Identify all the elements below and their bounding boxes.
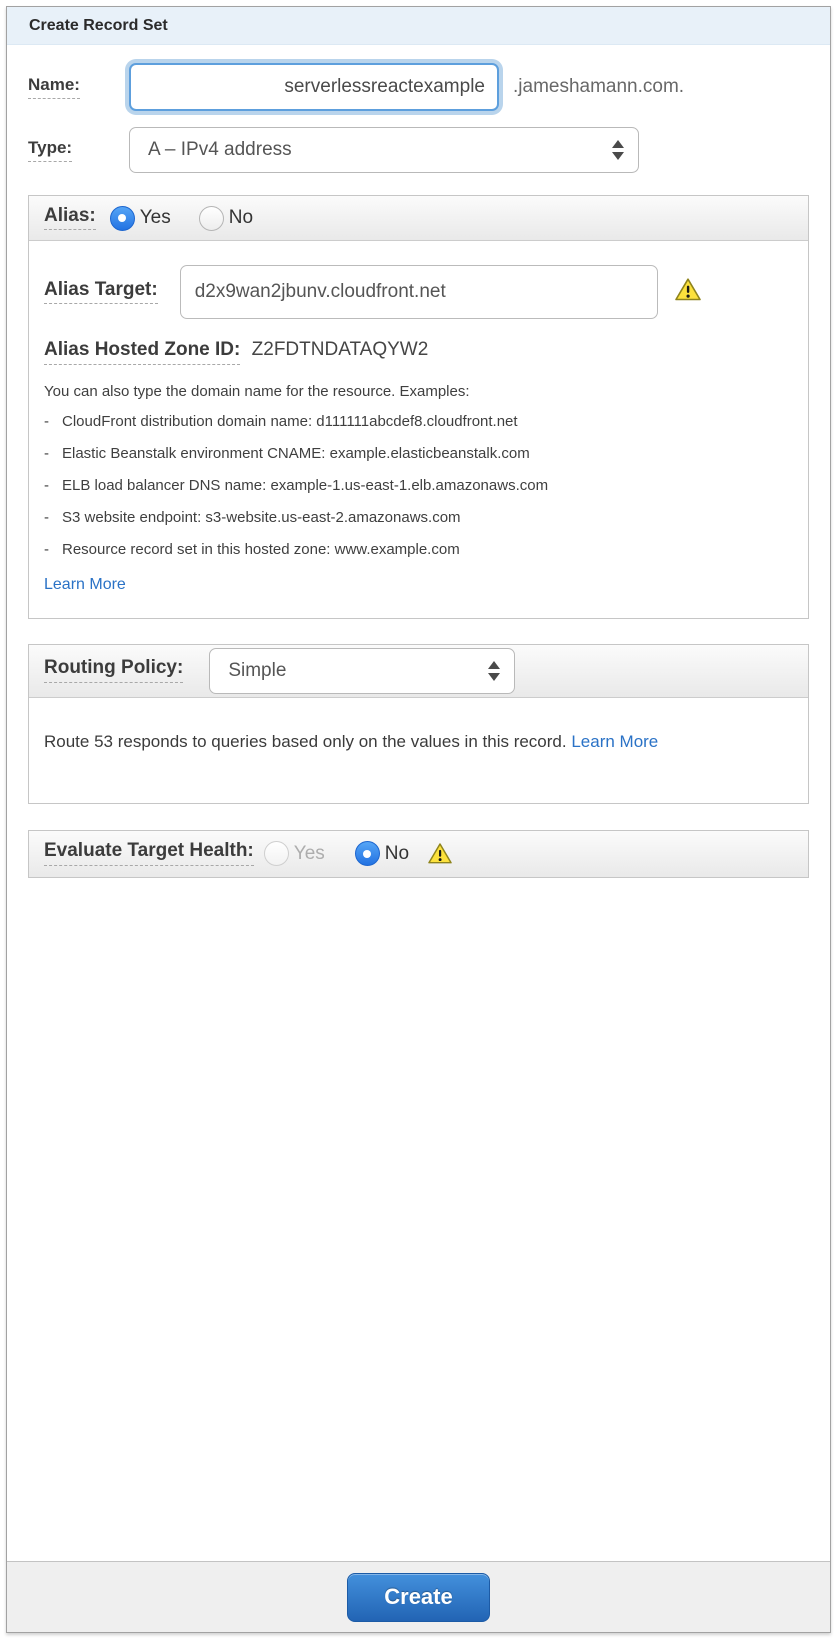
alias-yes-option[interactable]: [110, 206, 171, 231]
alias-section-body: [29, 241, 808, 618]
list-item: [44, 476, 793, 495]
alias-no-option[interactable]: [199, 206, 253, 231]
evaluate-yes-label: Yes: [293, 842, 325, 864]
name-label: Name:: [28, 76, 80, 99]
warning-icon: [427, 842, 453, 865]
example-text: CloudFront distribution domain name: d111111abcdef8.cloudfront.net: [62, 412, 518, 430]
list-item: [44, 540, 793, 559]
evaluate-no-label: No: [384, 842, 410, 864]
evaluate-target-health-section: [28, 830, 809, 878]
evaluate-yes-radio[interactable]: [264, 841, 289, 866]
evaluate-no-option[interactable]: [355, 841, 409, 866]
alias-section: [28, 195, 809, 619]
alias-yes-label: Yes: [139, 207, 171, 228]
type-row: [28, 127, 809, 173]
evaluate-target-health-header: [29, 831, 808, 877]
evaluate-yes-option[interactable]: [264, 841, 325, 866]
select-arrows-icon: [612, 140, 624, 160]
alias-no-label: No: [228, 207, 254, 228]
routing-policy-label: Routing Policy:: [44, 658, 183, 683]
routing-policy-description: [44, 732, 658, 751]
routing-policy-header: [29, 645, 808, 698]
alias-yes-radio[interactable]: [110, 206, 135, 231]
list-item: [44, 508, 793, 527]
alias-hosted-zone-value: Z2FDTNDATAQYW2: [251, 339, 429, 360]
alias-target-input[interactable]: [180, 265, 658, 319]
evaluate-no-radio[interactable]: [355, 841, 380, 866]
alias-hosted-zone-row: [44, 339, 793, 365]
list-bullet: -: [44, 444, 49, 462]
example-text: Elastic Beanstalk environment CNAME: example.elasticbeanstalk.com: [62, 444, 530, 462]
alias-hosted-zone-label: Alias Hosted Zone ID:: [44, 340, 240, 365]
alias-section-header: [29, 196, 808, 241]
warning-icon: [674, 277, 702, 307]
example-text: S3 website endpoint: s3-website.us-east-2.amazonaws.com: [62, 508, 461, 526]
list-bullet: -: [44, 412, 49, 430]
create-record-set-panel: [6, 6, 831, 1633]
type-select[interactable]: [129, 127, 639, 173]
name-label-cell: [28, 75, 129, 99]
evaluate-target-health-label: Evaluate Target Health:: [44, 841, 254, 866]
panel-content: [7, 45, 830, 1561]
name-input[interactable]: [129, 63, 499, 111]
routing-policy-value: Simple: [228, 659, 287, 681]
type-label: Type:: [28, 139, 72, 162]
create-button[interactable]: Create: [347, 1573, 490, 1622]
name-domain-suffix: .jameshamann.com.: [513, 76, 685, 97]
alias-help-intro: You can also type the domain name for the resource. Examples:: [44, 382, 470, 400]
type-select-value: A – IPv4 address: [148, 139, 292, 160]
name-row: [28, 63, 809, 111]
type-label-cell: [28, 138, 129, 162]
example-text: ELB load balancer DNS name: example-1.us-east-1.elb.amazonaws.com: [62, 476, 549, 494]
example-text: Resource record set in this hosted zone: www.example.com: [62, 540, 460, 558]
routing-learn-more-link[interactable]: Learn More: [571, 731, 659, 751]
alias-target-row: [44, 265, 793, 319]
routing-policy-select[interactable]: [209, 648, 515, 694]
list-bullet: -: [44, 476, 49, 494]
alias-target-label: Alias Target:: [44, 280, 158, 305]
list-item: [44, 444, 793, 463]
routing-policy-body: [29, 698, 808, 803]
list-item: [44, 412, 793, 431]
list-bullet: -: [44, 508, 49, 526]
alias-label: Alias:: [44, 206, 96, 231]
alias-example-list: [44, 412, 793, 559]
routing-policy-section: [28, 644, 809, 804]
alias-no-radio[interactable]: [199, 206, 224, 231]
panel-footer: [7, 1561, 830, 1632]
alias-learn-more-link[interactable]: Learn More: [44, 575, 126, 593]
panel-title: Create Record Set: [7, 7, 830, 45]
select-arrows-icon: [488, 661, 500, 681]
routing-description-text: Route 53 responds to queries based only on the values in this record.: [44, 731, 572, 751]
list-bullet: -: [44, 540, 49, 558]
